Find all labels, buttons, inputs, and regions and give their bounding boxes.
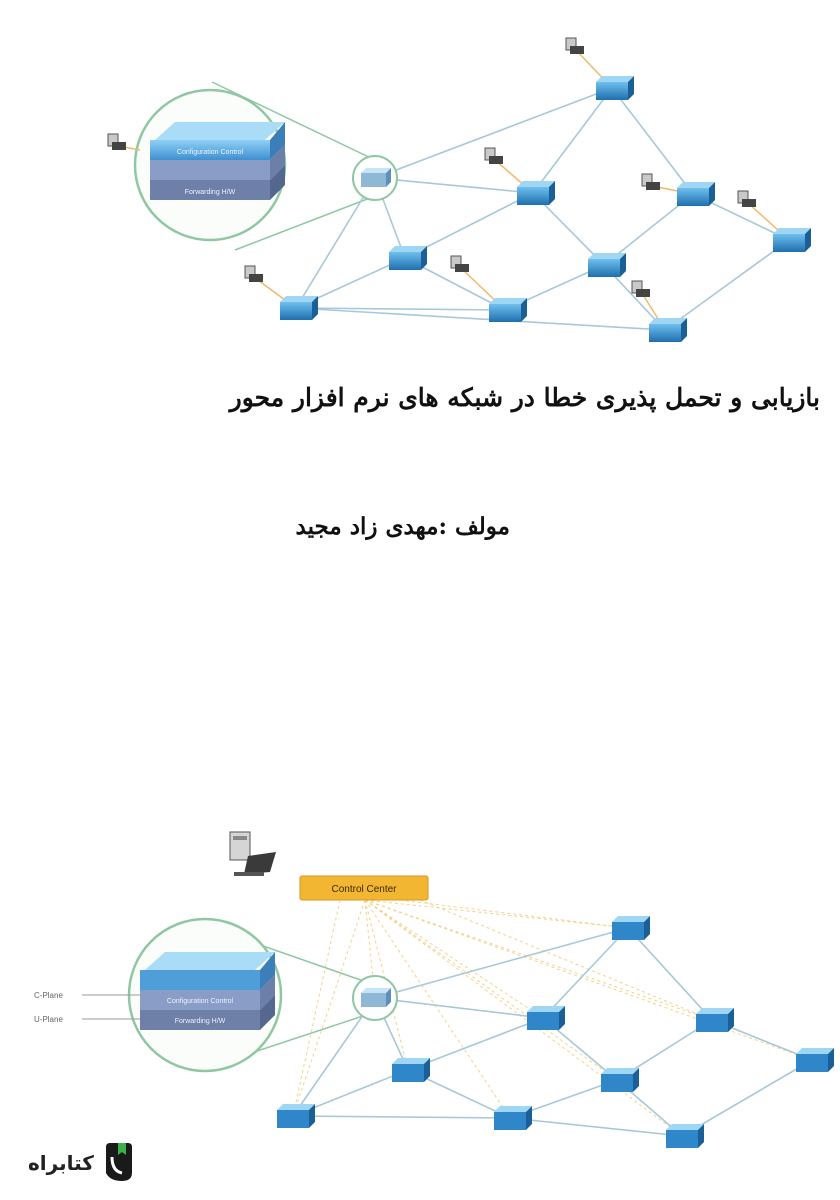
admin-computer-icon <box>230 832 276 876</box>
switch <box>649 318 687 342</box>
publisher-logo[interactable] <box>28 1138 138 1188</box>
switch-nodes <box>280 76 811 342</box>
switch <box>773 228 811 252</box>
switch <box>796 1048 834 1072</box>
c-plane-label: C-Plane <box>34 991 63 1000</box>
control-center-label: Control Center <box>331 884 397 895</box>
host-computer-icon <box>451 256 469 272</box>
host-computer-icon <box>566 38 584 54</box>
switch <box>277 1104 315 1128</box>
author-line: مولف :مهدی زاد مجید <box>295 513 510 540</box>
logo-text: کتابراه <box>28 1151 94 1175</box>
switch <box>280 296 318 320</box>
switch-highlighted-bottom <box>361 988 391 1007</box>
network-diagram-svg <box>0 0 840 360</box>
switch <box>389 246 427 270</box>
switch-nodes-bottom <box>277 916 834 1148</box>
switch <box>666 1124 704 1148</box>
switch <box>517 181 555 205</box>
switch <box>677 182 715 206</box>
switch <box>392 1058 430 1082</box>
switch <box>612 916 650 940</box>
layer-label-forwarding-bottom: Forwarding H/W <box>174 1018 226 1025</box>
network-diagram-svg-bottom <box>0 820 840 1160</box>
layer-label-configuration: Configuration Control <box>176 149 244 156</box>
host-computer-icon <box>245 266 263 282</box>
host-computer-icon <box>642 174 660 190</box>
host-computer-icon <box>485 148 503 164</box>
switch <box>696 1008 734 1032</box>
layer-label-configuration-bottom: Configuration Control <box>166 998 234 1005</box>
switch-highlighted <box>361 168 391 187</box>
network-links <box>296 88 789 330</box>
sdn-network-diagram-bottom <box>0 820 840 1160</box>
switch <box>601 1068 639 1092</box>
switch <box>494 1106 532 1130</box>
u-plane-label: U-Plane <box>34 1015 63 1024</box>
host-computer-icon <box>632 281 650 297</box>
switch <box>596 76 634 100</box>
switch-layers-illustration-bottom <box>140 952 275 1030</box>
layer-label-forwarding: Forwarding H/W <box>184 189 236 196</box>
sdn-network-diagram-top <box>0 0 840 360</box>
switch <box>489 298 527 322</box>
switch-layers-illustration <box>150 122 285 200</box>
switch <box>588 253 626 277</box>
host-computer-icon <box>738 191 756 207</box>
host-computer-icon <box>108 134 126 150</box>
bookmark-icon <box>100 1143 134 1183</box>
switch <box>527 1006 565 1030</box>
book-title: بازیابی و تحمل پذیری خطا در شبکه های نرم افزار محور <box>229 383 820 412</box>
